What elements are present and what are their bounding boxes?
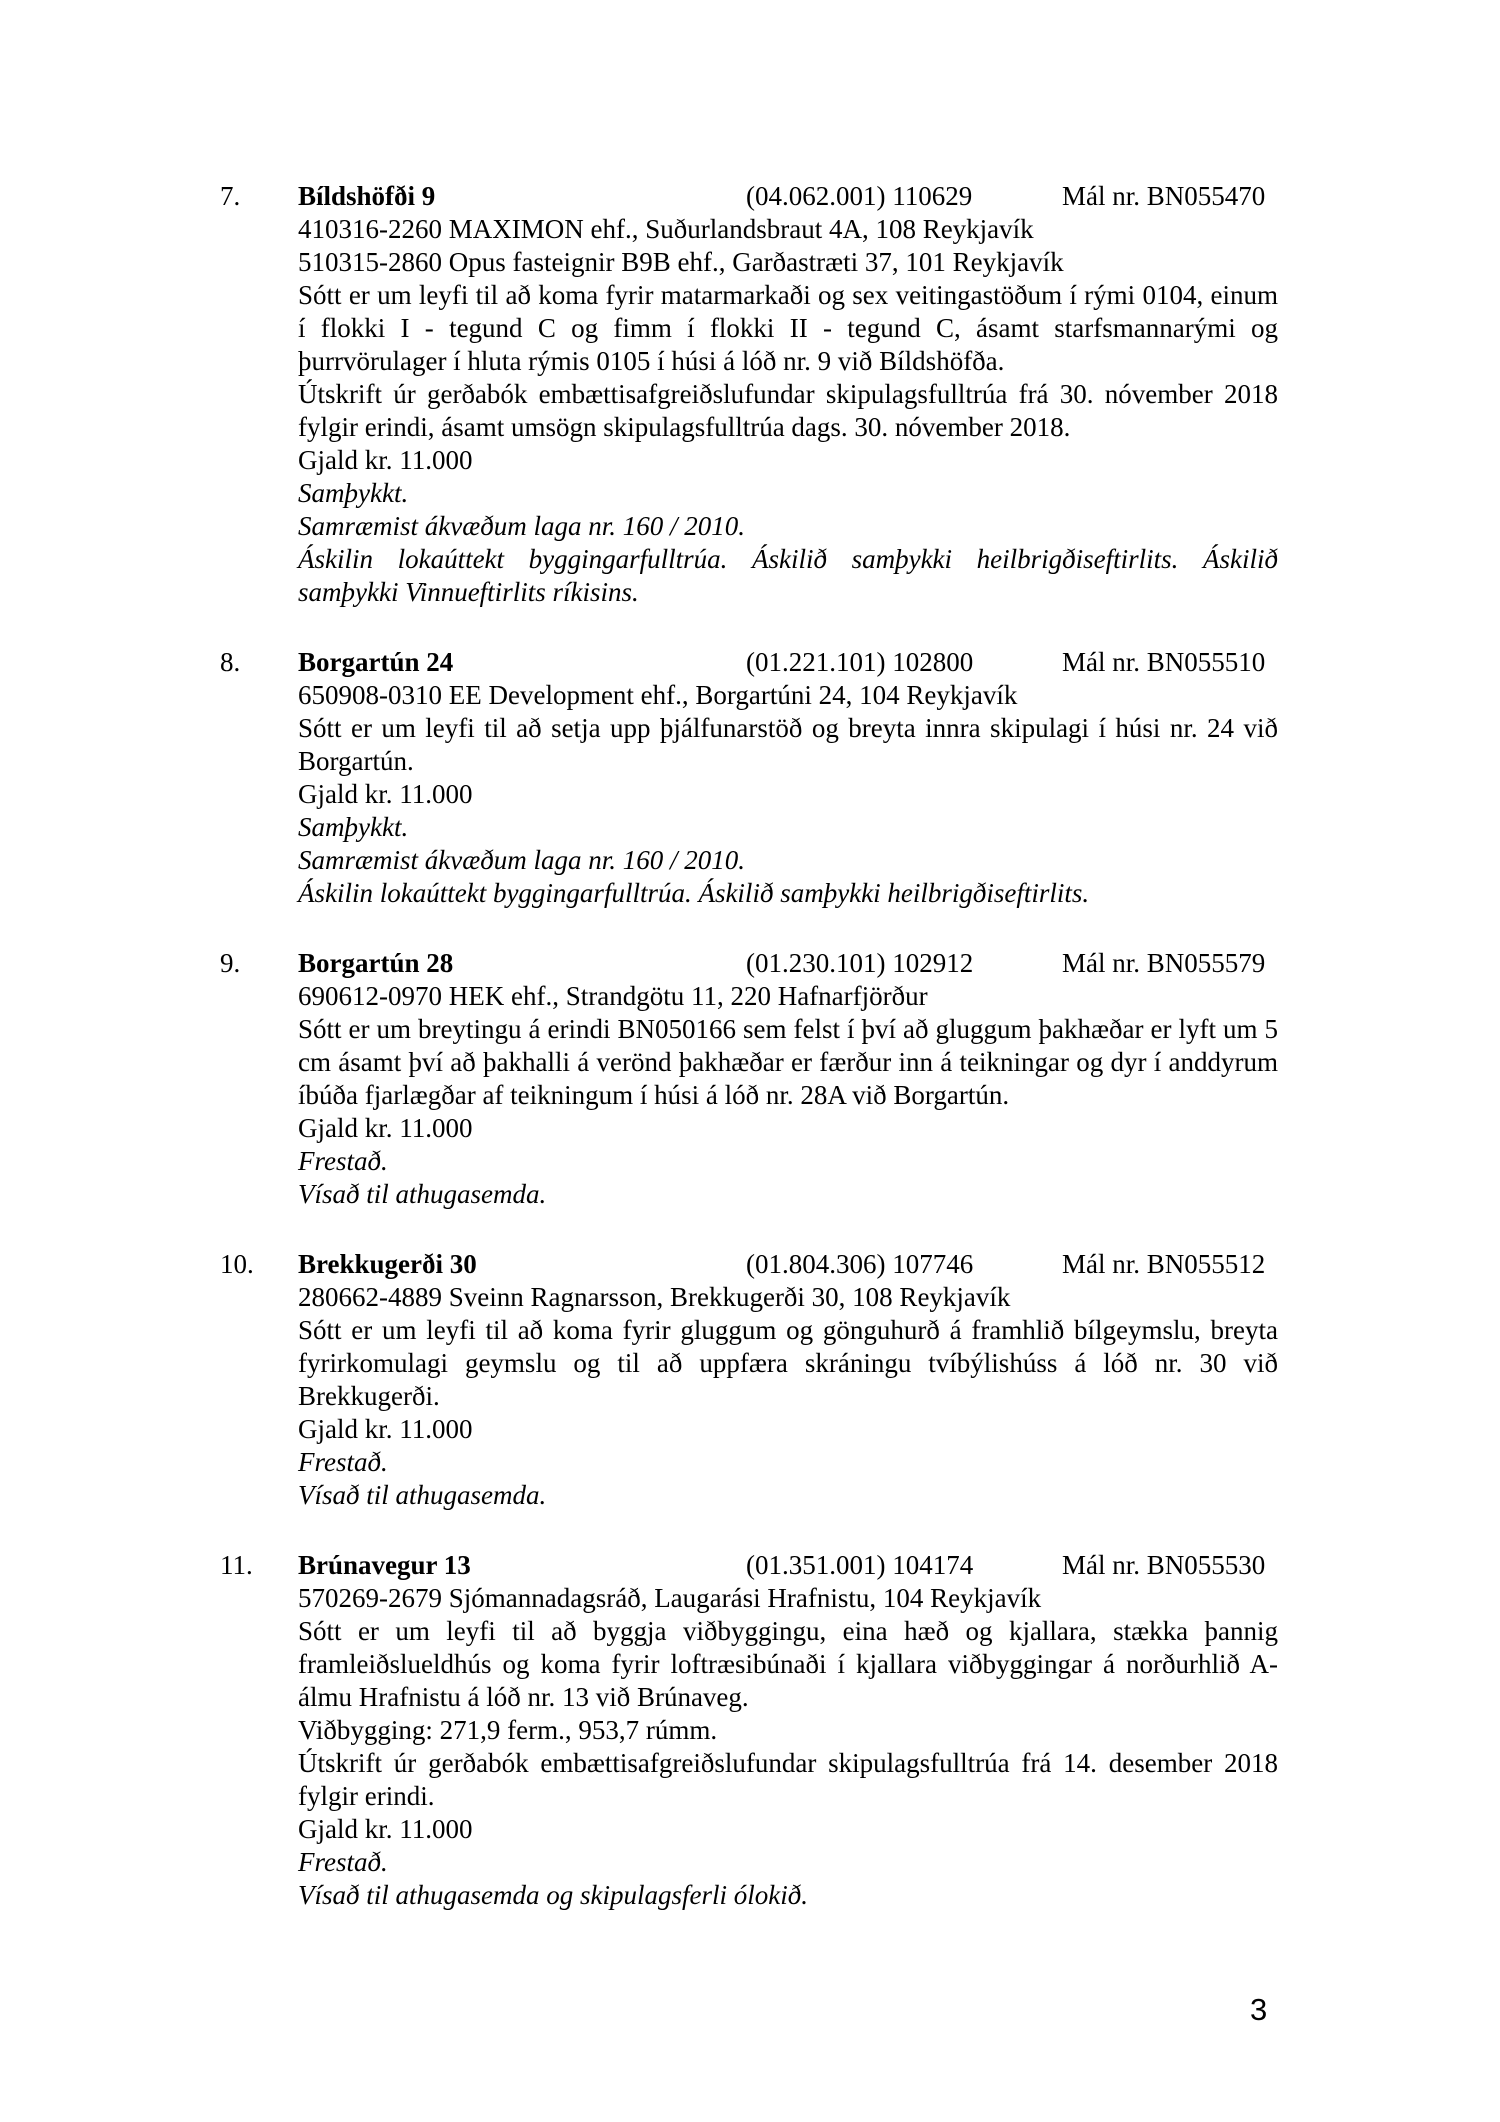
item-title: Brúnavegur 13 [298, 1550, 471, 1580]
description-line: Gjald kr. 11.000 [298, 1814, 473, 1844]
party-line: 280662-4889 Sveinn Ragnarsson, Brekkugerði 30, 108 Reykjavík [298, 1282, 1011, 1312]
decision-line: Frestað. [298, 1847, 388, 1877]
item-title: Borgartún 24 [298, 647, 454, 677]
party-line: 410316-2260 MAXIMON ehf., Suðurlandsbraut 4A, 108 Reykjavík [298, 214, 1034, 244]
decision-line: Frestað. [298, 1447, 388, 1477]
decision-line: Vísað til athugasemda. [298, 1179, 547, 1209]
item-title: Borgartún 28 [298, 948, 454, 978]
agenda-item [220, 180, 1278, 609]
party-line: 650908-0310 EE Development ehf., Borgartúni 24, 104 Reykjavík [298, 680, 1018, 710]
item-header [220, 1248, 1278, 1281]
description-line: Sótt er um breytingu á erindi BN050166 sem felst í því að gluggum þakhæðar er lyft um 5 cm ásamt því að þakhalli á verönd þakhæðar er færður inn á teikningar og dyr í anddyrum íbúða fjarlægðar af teikningum í húsi á lóð nr. 28A við Borgartún. [298, 1014, 1278, 1110]
item-header [220, 947, 1278, 980]
description-line: Útskrift úr gerðabók embættisafgreiðslufundar skipulagsfulltrúa frá 30. nóvember 2018 fylgir erindi, ásamt umsögn skipulagsfulltrúa dags. 30. nóvember 2018. [298, 379, 1278, 442]
item-case-number: Mál nr. BN055512 [1062, 1249, 1266, 1279]
party-line: 510315-2860 Opus fasteignir B9B ehf., Garðastræti 37, 101 Reykjavík [298, 247, 1064, 277]
agenda-item [220, 1549, 1278, 1912]
item-number: 11. [220, 1550, 253, 1580]
description-line: Sótt er um leyfi til að koma fyrir gluggum og gönguhurð á framhlið bílgeymslu, breyta fyrirkomulagi geymslu og til að uppfæra skráningu tvíbýlishúss á lóð nr. 30 við Brekkugerði. [298, 1315, 1278, 1411]
item-reference: (01.351.001) 104174 [746, 1550, 974, 1580]
item-body [298, 679, 1278, 910]
agenda-item [220, 646, 1278, 910]
item-case-number: Mál nr. BN055530 [1062, 1550, 1266, 1580]
item-title: Brekkugerði 30 [298, 1249, 477, 1279]
description-line: Sótt er um leyfi til að koma fyrir matarmarkaði og sex veitingastöðum í rými 0104, einum í flokki I - tegund C og fimm í flokki II - tegund C, ásamt starfsmannarými og þurrvörulager í hluta rýmis 0105 í húsi á lóð nr. 9 við Bíldshöfða. [298, 280, 1278, 376]
description-line: Gjald kr. 11.000 [298, 779, 473, 809]
item-number: 7. [220, 181, 241, 211]
decision-line: Áskilin lokaúttekt byggingarfulltrúa. Áskilið samþykki heilbrigðiseftirlits. Áskilið samþykki Vinnueftirlits ríkisins. [298, 544, 1278, 607]
description-line: Útskrift úr gerðabók embættisafgreiðslufundar skipulagsfulltrúa frá 14. desember 2018 fylgir erindi. [298, 1748, 1278, 1811]
description-line: Gjald kr. 11.000 [298, 1414, 473, 1444]
decision-line: Samræmist ákvæðum laga nr. 160 / 2010. [298, 845, 746, 875]
item-body [298, 980, 1278, 1211]
description-line: Sótt er um leyfi til að byggja viðbyggingu, eina hæð og kjallara, stækka þannig framleiðslueldhús og koma fyrir loftræsibúnaði í kjallara viðbyggingar á norðurhlið A-álmu Hrafnistu á lóð nr. 13 við Brúnaveg. [298, 1616, 1278, 1712]
decision-line: Áskilin lokaúttekt byggingarfulltrúa. Áskilið samþykki heilbrigðiseftirlits. [298, 878, 1090, 908]
item-body [298, 213, 1278, 609]
item-case-number: Mál nr. BN055470 [1062, 181, 1266, 211]
description-line: Gjald kr. 11.000 [298, 445, 473, 475]
item-reference: (01.221.101) 102800 [746, 647, 974, 677]
item-reference: (04.062.001) 110629 [746, 181, 973, 211]
description-line: Gjald kr. 11.000 [298, 1113, 473, 1143]
item-body [298, 1582, 1278, 1912]
page-number: 3 [1250, 1992, 1268, 2027]
item-reference: (01.230.101) 102912 [746, 948, 974, 978]
item-reference: (01.804.306) 107746 [746, 1249, 974, 1279]
party-line: 690612-0970 HEK ehf., Strandgötu 11, 220 Hafnarfjörður [298, 981, 928, 1011]
item-case-number: Mál nr. BN055579 [1062, 948, 1266, 978]
item-title: Bíldshöfði 9 [298, 181, 436, 211]
item-header [220, 1549, 1278, 1582]
decision-line: Samþykkt. [298, 478, 409, 508]
item-number: 9. [220, 948, 241, 978]
decision-line: Vísað til athugasemda og skipulagsferli ólokið. [298, 1880, 808, 1910]
decision-line: Frestað. [298, 1146, 388, 1176]
agenda-item [220, 947, 1278, 1211]
item-header [220, 180, 1278, 213]
decision-line: Samþykkt. [298, 812, 409, 842]
description-line: Viðbygging: 271,9 ferm., 953,7 rúmm. [298, 1715, 718, 1745]
item-number: 10. [220, 1249, 254, 1279]
agenda-item [220, 1248, 1278, 1512]
item-case-number: Mál nr. BN055510 [1062, 647, 1266, 677]
decision-line: Vísað til athugasemda. [298, 1480, 547, 1510]
item-header [220, 646, 1278, 679]
item-body [298, 1281, 1278, 1512]
item-number: 8. [220, 647, 241, 677]
description-line: Sótt er um leyfi til að setja upp þjálfunarstöð og breyta innra skipulagi í húsi nr. 24 við Borgartún. [298, 713, 1278, 776]
party-line: 570269-2679 Sjómannadagsráð, Laugarási Hrafnistu, 104 Reykjavík [298, 1583, 1042, 1613]
decision-line: Samræmist ákvæðum laga nr. 160 / 2010. [298, 511, 746, 541]
agenda-items [220, 180, 1278, 1949]
